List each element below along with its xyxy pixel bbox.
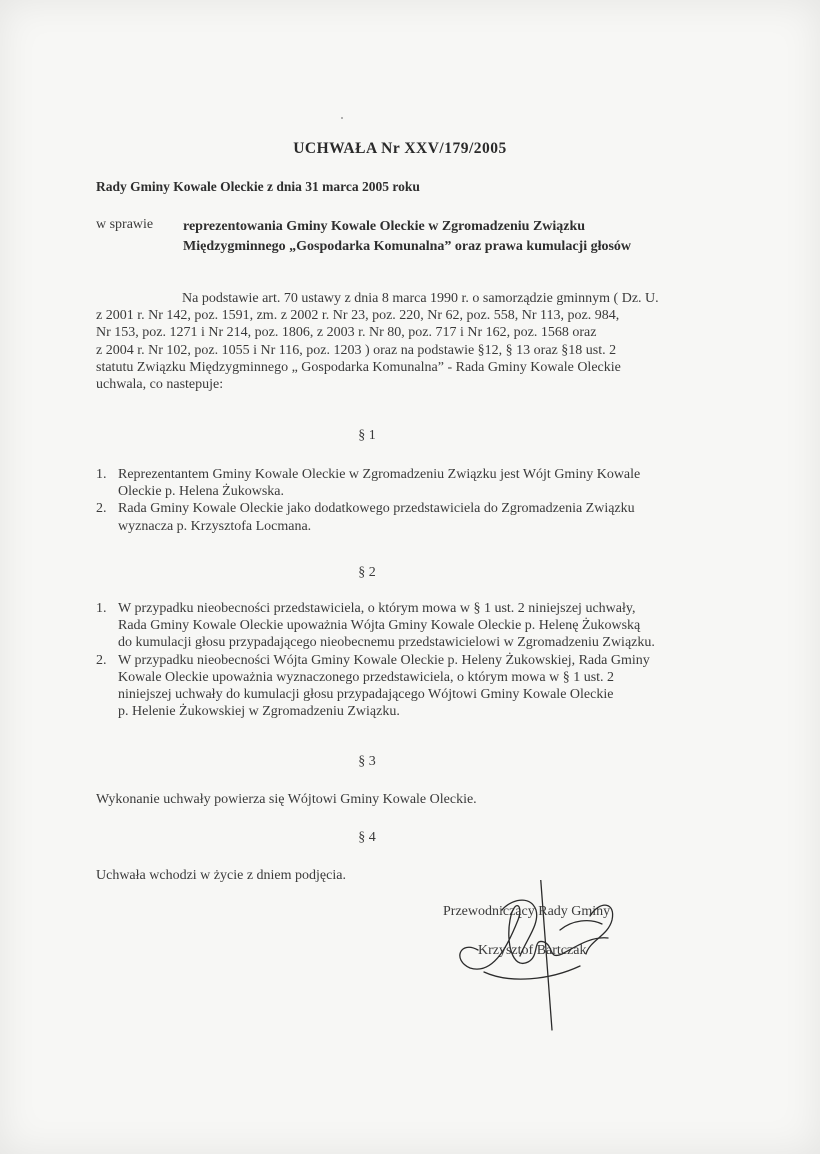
subject-line: reprezentowania Gminy Kowale Oleckie w Zgromadzeniu Związku <box>183 219 586 234</box>
subject-line: Międzygminnego „Gospodarka Komunalna” oraz prawa kumulacji głosów <box>183 239 632 254</box>
section-3-text: Wykonanie uchwały powierza się Wójtowi Gminy Kowale Oleckie. <box>96 792 477 807</box>
item-line: wyznacza p. Krzysztofa Locmana. <box>118 518 312 534</box>
item-line: Oleckie p. Helena Żukowska. <box>118 484 284 500</box>
signatory-name: Krzysztof Bartczak <box>478 943 587 958</box>
section-heading-2: § 2 <box>358 565 376 580</box>
item-line: Rada Gminy Kowale Oleckie upoważnia Wójta Gminy Kowale Oleckie p. Helenę Żukowską <box>118 618 641 634</box>
item-number: 2. <box>96 501 107 517</box>
item-line: W przypadku nieobecności przedstawiciela, o którym mowa w § 1 ust. 2 niniejszej uchwały, <box>118 601 636 616</box>
item-line: p. Helenie Żukowskiej w Zgromadzeniu Związku. <box>118 704 400 720</box>
item-number: 1. <box>96 601 107 616</box>
item-number: 2. <box>96 652 107 668</box>
signatory-title: Przewodniczący Rady Gminy <box>443 904 611 919</box>
resolution-title: UCHWAŁA Nr XXV/179/2005 <box>293 140 507 157</box>
list-item <box>96 600 776 652</box>
preamble-line: Nr 153, poz. 1271 i Nr 214, poz. 1806, z 2003 r. Nr 80, poz. 717 i Nr 162, poz. 1568 oraz <box>96 325 597 341</box>
subject-text <box>183 217 631 257</box>
section-4-text: Uchwała wchodzi w życie z dniem podjęcia. <box>96 868 346 883</box>
item-line: Kowale Oleckie upoważnia wyznaczonego przedstawiciela, o którym mowa w § 1 ust. 2 <box>118 669 615 685</box>
list-item <box>96 466 776 500</box>
subject-label: w sprawie <box>96 217 154 232</box>
item-line: Rada Gminy Kowale Oleckie jako dodatkowego przedstawiciela do Zgromadzenia Związku <box>118 501 635 517</box>
preamble-line: statutu Związku Międzygminnego „ Gospodarka Komunalna” - Rada Gminy Kowale Oleckie <box>96 359 621 375</box>
resolution-subtitle: Rady Gminy Kowale Oleckie z dnia 31 marca 2005 roku <box>96 179 420 194</box>
preamble-line: z 2001 r. Nr 142, poz. 1591, zm. z 2002 r. Nr 23, poz. 220, Nr 62, poz. 558, Nr 113, poz. 984, <box>96 308 620 324</box>
section-heading-1: § 1 <box>358 428 376 443</box>
list-item <box>96 652 776 721</box>
item-line: Reprezentantem Gminy Kowale Oleckie w Zgromadzeniu Związku jest Wójt Gminy Kowale <box>118 467 641 482</box>
handwritten-signature <box>440 880 640 1040</box>
preamble-line: uchwala, co nastepuje: <box>96 377 224 393</box>
item-line: niniejszej uchwały do kumulacji głosu przypadającego Wójtowi Gminy Kowale Oleckie <box>118 687 614 703</box>
item-number: 1. <box>96 467 107 482</box>
section-2-list <box>96 600 776 720</box>
preamble-line: z 2004 r. Nr 102, poz. 1055 i Nr 116, poz. 1203 ) oraz na podstawie §12, § 13 oraz §18 ust. 2 <box>96 342 617 358</box>
item-line: W przypadku nieobecności Wójta Gminy Kowale Oleckie p. Heleny Żukowskiej, Rada Gminy <box>118 652 650 668</box>
item-line: do kumulacji głosu przypadającego nieobecnemu przedstawicielowi w Zgromadzeniu Związku. <box>118 635 655 651</box>
section-heading-3: § 3 <box>358 754 376 769</box>
preamble-line: Na podstawie art. 70 ustawy z dnia 8 marca 1990 r. o samorządzie gminnym ( Dz. U. <box>182 291 659 306</box>
preamble <box>96 290 776 393</box>
list-item <box>96 500 776 534</box>
section-heading-4: § 4 <box>358 830 376 845</box>
section-1-list <box>96 466 776 535</box>
scan-speck <box>341 117 343 119</box>
